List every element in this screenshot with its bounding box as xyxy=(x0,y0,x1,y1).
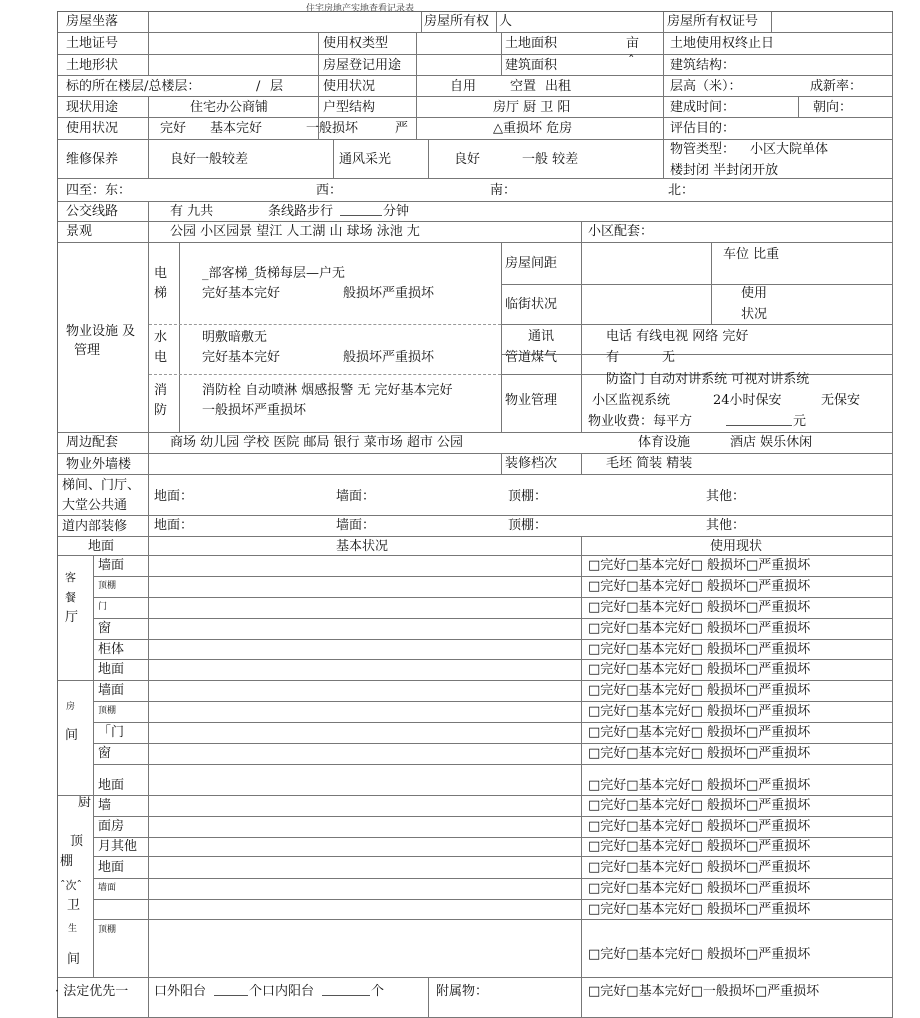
balcony-outer: 口外阳台 xyxy=(154,984,207,999)
mgmt-type-options-2: 楼封闭 半封闭开放 xyxy=(670,163,779,178)
floor-label: 标的所在楼层/总楼层： xyxy=(66,79,201,94)
room-group-1: 房 xyxy=(66,702,76,712)
sides-west: 西： xyxy=(316,183,343,198)
land-shape-label: 土地形状 xyxy=(66,58,119,73)
comm-label: 通讯 xyxy=(528,329,555,344)
vacant: 空置 xyxy=(510,79,537,94)
current-use-options: 住宅办公商铺 xyxy=(190,100,269,115)
bath-group-1: 卫 xyxy=(67,898,81,913)
pm-line-3: 24小时保安 xyxy=(713,393,782,408)
structure-label: 建筑结构： xyxy=(670,58,736,73)
current-use-label: 现状用途 xyxy=(66,100,119,115)
detail-row-status: □完好□基本完好□ 般损坏□严重损坏 xyxy=(588,860,811,875)
detail-row-status: □完好□基本完好□ 般损坏□严重损坏 xyxy=(588,600,811,615)
inspection-form xyxy=(57,11,893,1018)
row-divider xyxy=(93,597,893,598)
row-divider xyxy=(93,576,893,577)
bath-group-3: 间 xyxy=(67,952,81,967)
detail-row-status: □完好□基本完好□ 般损坏□严重损坏 xyxy=(588,798,811,813)
water-line-2: 完好基本完好 xyxy=(202,350,281,365)
detail-row-label: 窗 xyxy=(98,621,112,636)
public-wall: 墙面： xyxy=(336,489,376,504)
balcony-unit: 个 xyxy=(371,984,385,999)
attachment-status: □完好□基本完好□一般损坏□严重损坏 xyxy=(588,984,820,999)
detail-row-status: □完好□基本完好□ 般损坏□严重损坏 xyxy=(588,642,811,657)
vent-label: 通风采光 xyxy=(339,152,392,167)
row-divider xyxy=(93,555,893,556)
header-floor: 地面 xyxy=(88,539,115,554)
floor-slash: / xyxy=(256,79,261,94)
detail-row-status: □完好□基本完好□ 般损坏□严重损坏 xyxy=(588,947,811,962)
community-label: 小区配套： xyxy=(588,224,654,239)
owner-label: 房屋所有权 xyxy=(424,14,490,29)
gas-yes: 有 xyxy=(606,350,620,365)
kitchen-group-4: ˆ次ˆ xyxy=(60,879,82,892)
land-cert-label: 土地证号 xyxy=(66,36,119,51)
facility-label-1: 物业设施 及 xyxy=(66,324,136,339)
detail-row-label: 柜体 xyxy=(98,642,125,657)
detail-row-status: □完好□基本完好□ 般损坏□严重损坏 xyxy=(588,704,811,719)
status-opt-danger: △重损坏 危房 xyxy=(493,121,573,136)
public-label-1: 梯间、门厅、 xyxy=(62,478,141,493)
detail-row-status: □完好□基本完好□ 般损坏□严重损坏 xyxy=(588,725,811,740)
height-label: 层高（米）： xyxy=(670,79,742,94)
public-other: 其他： xyxy=(706,489,746,504)
mgmt-type-label: 物管类型： xyxy=(670,142,736,157)
detail-row-label: 墙 xyxy=(98,798,112,813)
kitchen-group-2: 顶 xyxy=(70,834,84,849)
self-use: 自用 xyxy=(450,79,477,94)
bus-count: 有 九共 xyxy=(170,204,214,219)
header-usage: 使用现状 xyxy=(710,539,763,554)
build-area-label: 建筑面积 xyxy=(505,58,558,73)
pm-line-4: 无保安 xyxy=(821,393,861,408)
detail-row-label: 窗 xyxy=(98,746,112,761)
inner-deco-label: 道内部装修 xyxy=(62,519,128,534)
detail-row-label: 月其他 xyxy=(98,839,138,854)
detail-row-label: 地面 xyxy=(98,778,125,793)
detail-row-label: 「门 xyxy=(98,725,125,740)
row-divider xyxy=(93,659,893,660)
detail-row-label: 顶棚 xyxy=(98,581,117,591)
parking-label: 车位 比重 xyxy=(723,247,780,262)
around-leisure: 酒店 娱乐休闲 xyxy=(730,435,813,450)
fire-line-1: 消防栓 自动喷淋 烟感报警 无 完好基本完好 xyxy=(202,383,453,398)
fire-label-2: 防 xyxy=(154,403,168,418)
row-divider xyxy=(93,919,893,920)
land-end-label: 土地使用权终止日 xyxy=(670,36,775,51)
view-label: 景观 xyxy=(66,224,93,239)
floor-unit: 层 xyxy=(270,79,284,94)
around-options: 商场 幼儿园 学校 医院 邮局 银行 菜市场 超市 公园 xyxy=(170,435,464,450)
mgmt-type-options: 小区大院单体 xyxy=(750,142,829,157)
spacing-label: 房屋间距 xyxy=(505,256,558,271)
layout-label: 户型结构 xyxy=(323,100,376,115)
kitchen-group-3: 棚 xyxy=(60,854,74,869)
owner-suffix: 人 xyxy=(499,14,513,29)
rent: 出租 xyxy=(545,79,572,94)
detail-row-label: 顶棚 xyxy=(98,925,117,935)
purpose-label: 评估目的： xyxy=(670,121,736,136)
inner-floor: 地面： xyxy=(154,518,194,533)
status-opt-basic: 基本完好 xyxy=(210,121,263,136)
use-type-label: 使用权类型 xyxy=(323,36,389,51)
detail-row-label: 墙面 xyxy=(98,683,125,698)
detail-row-status: □完好□基本完好□ 般损坏□严重损坏 xyxy=(588,902,811,917)
detail-row-label: 顶棚 xyxy=(98,706,117,716)
row-divider xyxy=(93,899,893,900)
pm-label: 物业管理 xyxy=(505,393,558,408)
detail-row-label: 地面 xyxy=(98,860,125,875)
elevator-label-1: 电 xyxy=(154,266,168,281)
gas-label: 管道煤气 xyxy=(505,350,558,365)
row-divider xyxy=(58,680,893,681)
elevator-line-1: _部客梯_货梯每层—户无 xyxy=(202,266,346,281)
attachment-label: 附属物： xyxy=(436,984,489,999)
pm-line-1: 防盗门 自动对讲系统 可视对讲系统 xyxy=(606,372,810,387)
status-opt-severe: 严 xyxy=(395,121,409,136)
detail-row-label: 面房 xyxy=(98,819,125,834)
living-group-2: 餐 xyxy=(65,591,76,604)
bus-walk: 条线路步行 xyxy=(268,204,334,219)
detail-row-status: □完好□基本完好□ 般损坏□严重损坏 xyxy=(588,579,811,594)
row-divider xyxy=(93,837,893,838)
deco-options: 毛坯 简装 精装 xyxy=(606,456,693,471)
detail-row-label: 墙面 xyxy=(98,558,125,573)
sides-south: 南： xyxy=(490,183,517,198)
vent-mid: 一般 较差 xyxy=(522,152,579,167)
water-line-3: 般损坏严重损坏 xyxy=(343,350,435,365)
layout-options: 房厅 厨 卫 阳 xyxy=(493,100,571,115)
public-ceiling: 顶棚： xyxy=(508,489,548,504)
bus-minutes: 分钟 xyxy=(383,204,410,219)
location-label: 房屋坐落 xyxy=(66,14,119,29)
elevator-line-3: 般损坏严重损坏 xyxy=(343,286,435,301)
public-label-2: 大堂公共通 xyxy=(62,498,128,513)
detail-row-label: 墙面 xyxy=(98,883,117,893)
fire-line-2: 一般损坏严重损坏 xyxy=(202,403,307,418)
detail-row-status: □完好□基本完好□ 般损坏□严重损坏 xyxy=(588,662,811,677)
pm-fee-unit: 元 xyxy=(793,414,807,429)
bus-label: 公交线路 xyxy=(66,204,119,219)
use-label-2: 状况 xyxy=(741,307,768,322)
detail-row-label: 地面 xyxy=(98,662,125,677)
bath-group-2: 生 xyxy=(68,924,78,934)
fire-label-1: 消 xyxy=(154,383,168,398)
around-label: 周边配套 xyxy=(66,435,119,450)
maint-label: 维修保养 xyxy=(66,152,119,167)
row-divider xyxy=(93,722,893,723)
around-sports: 体育设施 xyxy=(638,435,691,450)
detail-row-status: □完好□基本完好□ 般损坏□严重损坏 xyxy=(588,683,811,698)
last-row-label: · 法定优先一 xyxy=(55,984,129,999)
status-opt-good: 完好 xyxy=(160,121,187,136)
water-label-1: 水 xyxy=(154,330,168,345)
sides-east: 四至：东： xyxy=(66,183,132,198)
use-status-label: 使用状况 xyxy=(66,121,119,136)
vent-good: 良好 xyxy=(454,152,481,167)
inner-wall: 墙面： xyxy=(336,518,376,533)
row-divider xyxy=(93,856,893,857)
cert-label: 房屋所有权证号 xyxy=(667,14,759,29)
balcony-inner: 个口内阳台 xyxy=(249,984,315,999)
row-divider xyxy=(93,743,893,744)
view-options: 公园 小区园景 望江 人工湖 山 球场 泳池 尢 xyxy=(170,224,420,239)
row-divider xyxy=(93,764,893,765)
exterior-wall-label: 物业外墙楼 xyxy=(66,457,132,472)
row-divider xyxy=(93,639,893,640)
header-basic: 基本状况 xyxy=(336,539,389,554)
gas-no: 无 xyxy=(662,350,676,365)
public-floor: 地面： xyxy=(154,489,194,504)
room-group-2: 间 xyxy=(65,728,79,743)
row-divider xyxy=(93,701,893,702)
newness-label: 成新率： xyxy=(810,79,863,94)
detail-row-status: □完好□基本完好□ 般损坏□严重损坏 xyxy=(588,746,811,761)
detail-row-label: 门 xyxy=(98,602,108,612)
detail-row-status: □完好□基本完好□ 般损坏□严重损坏 xyxy=(588,819,811,834)
status-label: 使用状况 xyxy=(323,79,376,94)
detail-row-status: □完好□基本完好□ 般损坏□严重损坏 xyxy=(588,881,811,896)
row-divider xyxy=(93,618,893,619)
detail-row-status: □完好□基本完好□ 般损坏□严重损坏 xyxy=(588,778,811,793)
detail-row-status: □完好□基本完好□ 般损坏□严重损坏 xyxy=(588,558,811,573)
build-time-label: 建成时间： xyxy=(670,100,736,115)
use-label-1: 使用 xyxy=(741,286,768,301)
water-line-1: 明敷暗敷无 xyxy=(202,330,268,345)
water-label-2: 电 xyxy=(154,350,168,365)
land-area-label: 土地面积 xyxy=(505,36,558,51)
facility-label-2: 管理 xyxy=(74,343,101,358)
form-title: 住宅房地产实地查看记录表 xyxy=(305,4,414,14)
row-divider xyxy=(93,816,893,817)
build-area-unit: ˆ xyxy=(628,54,635,69)
inner-ceiling: 顶棚： xyxy=(508,518,548,533)
land-area-unit: 亩 xyxy=(626,36,640,51)
maint-options: 良好一般较差 xyxy=(170,152,249,167)
reg-use-label: 房屋登记用途 xyxy=(323,58,402,73)
row-divider xyxy=(93,878,893,879)
elevator-label-2: 梯 xyxy=(154,286,168,301)
row-divider xyxy=(58,795,893,796)
sides-north: 北： xyxy=(668,183,695,198)
living-group-1: 客 xyxy=(65,571,76,584)
pm-fee: 物业收费：每平方 xyxy=(588,414,693,429)
status-opt-general: 一般损坏 xyxy=(306,121,359,136)
deco-label: 装修档次 xyxy=(505,456,558,471)
living-group-3: 厅 xyxy=(65,610,79,625)
detail-row-status: □完好□基本完好□ 般损坏□严重损坏 xyxy=(588,621,811,636)
elevator-line-2: 完好基本完好 xyxy=(202,286,281,301)
kitchen-group-1: 厨 xyxy=(78,795,92,810)
detail-row-status: □完好□基本完好□ 般损坏□严重损坏 xyxy=(588,839,811,854)
inner-other: 其他： xyxy=(706,518,746,533)
adjacent-label: 临街状况 xyxy=(505,297,558,312)
orient-label: 朝向： xyxy=(813,100,853,115)
comm-options: 电话 有线电视 网络 完好 xyxy=(606,329,749,344)
pm-line-2: 小区监视系统 xyxy=(592,393,671,408)
